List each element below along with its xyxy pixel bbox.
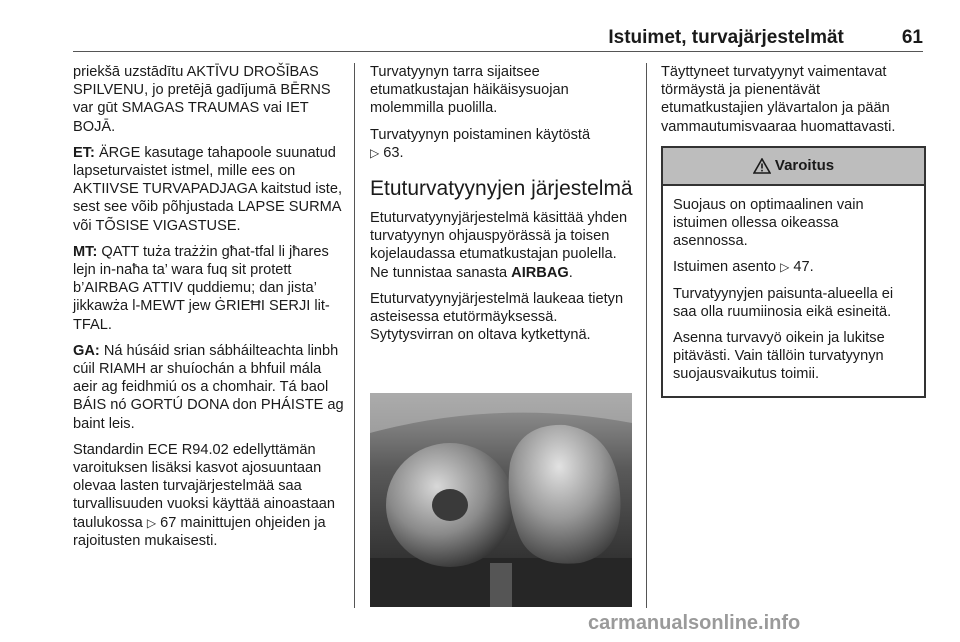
paragraph-deactivation: [370, 126, 634, 162]
header-rule: [73, 51, 923, 52]
column-divider: [646, 63, 647, 608]
page-ref-arrow-icon: ▷: [370, 145, 380, 160]
watermark: carmanualsonline.info: [588, 612, 801, 634]
page-ref-arrow-icon: ▷: [146, 515, 157, 530]
column-left: [73, 63, 345, 558]
warning-triangle-icon: [753, 158, 771, 174]
warning-paragraph: [673, 258, 914, 276]
column-right: [661, 63, 926, 398]
paragraph-lv: priekšā uzstādītu AKTĪVU DROŠĪBAS SPILVENU, jo pretējā gadījumā BĒRNS var gūt SMAGAS TRAUMAS vai IET BOJĀ.: [73, 64, 331, 135]
column-divider: [354, 63, 355, 608]
airbag-illustration: [370, 393, 632, 607]
paragraph-text: .: [568, 264, 573, 281]
paragraph-text: QATT tuża trażżin għat-tfal li jħares lejn in-naħa ta’ wara fuq sit protett b’AIRBAG ATTIV quddiemu; dan jista’ jikkawża l-MEWT jew ĠRIEĦI SERJI lit-TFAL.: [73, 243, 330, 333]
lang-code-et: ET:: [73, 144, 95, 161]
airbag-photo: [370, 393, 632, 607]
warning-paragraph: Turvatyynyjen paisunta-alueella ei saa olla ruumiinosia eikä esineitä.: [673, 285, 894, 320]
paragraph-ga: [73, 342, 345, 433]
paragraph-et: [73, 144, 345, 235]
warning-paragraph: Asenna turvavyö oikein ja lukitse pitävästi. Vain tällöin turvatyynyn suojausvaikutus toimii.: [673, 330, 885, 383]
page-ref-link[interactable]: 47.: [793, 259, 814, 276]
paragraph-text: Standardin ECE R94.02 edellyttämän varoituksen lisäksi kasvot ajosuuntaan olevaa lasten turvajärjestelmää saa turvallisuuden vuoksi käyttää ainoastaan taulukossa: [73, 441, 336, 531]
page-ref-arrow-icon: ▷: [780, 260, 790, 275]
paragraph-effect: Täyttyneet turvatyynyt vaimentavat törmäystä ja pienentävät etumatkustajien ylävartalon ja pään vammautumisvaaraa huomattavasti.: [661, 64, 896, 135]
warning-paragraph: Suojaus on optimaalinen vain istuimen ollessa oikeassa asennossa.: [673, 196, 864, 250]
paragraph-text: Ná húsáid srian sábháilteachta linbh cúil RIAMH ar shuíochán a bhfuil mála aeir ag feidhmiú os a chomhair. Tá baol BÁIS nó GORTÚ DONA don PHÁISTE ag baint leis.: [73, 342, 344, 432]
page-header: [73, 24, 923, 52]
warning-box: [661, 146, 926, 398]
warning-header: [663, 148, 924, 186]
paragraph-text: Istuimen asento: [673, 259, 781, 276]
section-heading: Etuturvatyynyjen järjestelmä: [370, 177, 633, 201]
column-middle: [370, 63, 634, 352]
paragraph-deploy: Etuturvatyynyjärjestelmä laukeaa tietyn asteisessa etutörmäyksessä. Sytytysvirran on oltava kytkettynä.: [370, 290, 624, 344]
paragraph-text: Etuturvatyynyjärjestelmä käsittää yhden turvatyynyn ohjauspyörässä ja toisen kojelaudassa etumatkustajan puolella. Ne tunnistaa sanasta: [370, 210, 628, 281]
paragraph-label-location: Turvatyynyn tarra sijaitsee etumatkustajan häikäisysuojan molemmilla puolilla.: [370, 64, 569, 117]
airbag-word: AIRBAG: [511, 264, 569, 281]
paragraph-mt: [73, 243, 345, 334]
page-number: 61: [901, 27, 923, 48]
paragraph-text: ÄRGE kasutage tahapoole suunatud lapseturvaistet istmel, mille ees on AKTIIVSE TURVAPADJAGA kaitstud iste, sest see võib põhjustada LAPSE SURMA või TÕSISE VIGASTUSE.: [73, 144, 342, 234]
page-title: Istuimet, turvajärjestelmät: [608, 27, 844, 48]
page-ref-link[interactable]: 67: [160, 514, 177, 531]
warning-title: Varoitus: [774, 156, 835, 174]
lang-code-mt: MT:: [73, 243, 98, 260]
paragraph-standard: [73, 441, 345, 550]
page-ref-link[interactable]: 63.: [383, 144, 404, 161]
paragraph-text: mainittujen ohjeiden ja rajoitusten mukaisesti.: [73, 514, 326, 549]
paragraph-system: [370, 209, 634, 282]
paragraph-text: Turvatyynyn poistaminen käytöstä: [370, 126, 591, 143]
warning-body: [663, 186, 924, 396]
lang-code-ga: GA:: [73, 342, 100, 359]
